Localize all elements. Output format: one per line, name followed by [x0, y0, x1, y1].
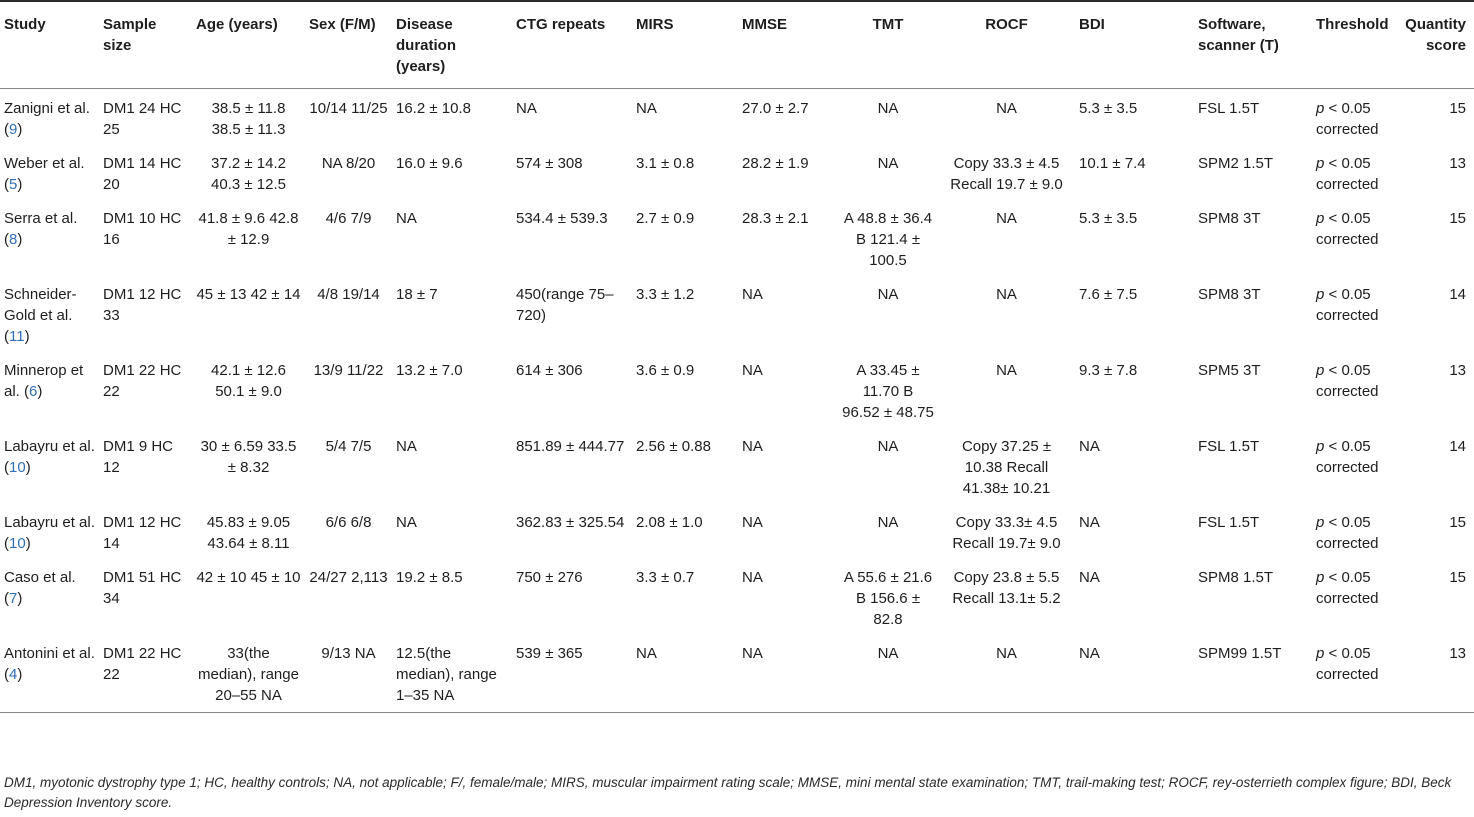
cell-quantity-score: 13 — [1449, 155, 1466, 172]
cell-disease-duration: 13.2 ± 7.0 — [396, 362, 463, 379]
p-value-symbol: p — [1316, 286, 1325, 303]
cell-software-scanner: SPM99 1.5T — [1198, 645, 1282, 662]
cell-threshold — [1312, 353, 1400, 429]
cell-software-scanner: SPM2 1.5T — [1198, 155, 1274, 172]
cell-tmt: NA — [877, 100, 899, 117]
cell-sex: 4/6 7/9 — [325, 210, 372, 227]
cell-sample-size: DM1 24 HC 25 — [103, 100, 182, 138]
cell-mirs: 2.08 ± 1.0 — [636, 514, 703, 531]
cell-study: Zanigni et al. (9) — [4, 100, 90, 138]
header-ctg-repeats: CTG repeats — [516, 16, 606, 33]
table-footnote: DM1, myotonic dystrophy type 1; HC, healthy controls; NA, not applicable; F/, female/male; MIRS, muscular impairment rating scale; MMSE, mini mental state examination; TMT, trail-making test; ROCF, rey-osterrieth complex figure; BDI, Beck Depression Inventory score. — [4, 775, 1452, 810]
cell-disease-duration: NA — [396, 438, 417, 455]
cell-bdi: 5.3 ± 3.5 — [1079, 210, 1138, 227]
cell-mmse: NA — [742, 362, 763, 379]
cell-ctg-repeats: 534.4 ± 539.3 — [516, 210, 608, 227]
citation-link[interactable]: 6 — [29, 383, 38, 400]
cell-sample-size: DM1 10 HC 16 — [103, 210, 182, 248]
cell-software-scanner: FSL 1.5T — [1198, 100, 1260, 117]
cell-study: Labayru et al. (10) — [4, 514, 95, 552]
cell-age: 42.1 ± 12.6 50.1 ± 9.0 — [211, 362, 286, 400]
citation-link[interactable]: 4 — [9, 666, 18, 683]
table-row — [0, 429, 1474, 505]
cell-mirs: NA — [636, 100, 657, 117]
cell-mirs: NA — [636, 645, 657, 662]
p-value-symbol: p — [1316, 155, 1325, 172]
cell-sample-size: DM1 12 HC 33 — [103, 286, 182, 324]
cell-mirs: 2.56 ± 0.88 — [636, 438, 711, 455]
table-row — [0, 636, 1474, 713]
cell-mirs: 2.7 ± 0.9 — [636, 210, 695, 227]
threshold-value: < 0.05 corrected — [1316, 210, 1379, 248]
cell-disease-duration: NA — [396, 210, 417, 227]
cell-threshold — [1312, 146, 1400, 201]
cell-software-scanner: FSL 1.5T — [1198, 514, 1260, 531]
threshold-value: < 0.05 corrected — [1316, 569, 1379, 607]
cell-mmse: NA — [742, 438, 763, 455]
p-value-symbol: p — [1316, 645, 1325, 662]
cell-software-scanner: SPM5 3T — [1198, 362, 1261, 379]
cell-software-scanner: SPM8 3T — [1198, 286, 1261, 303]
threshold-value: < 0.05 corrected — [1316, 438, 1379, 476]
cell-study: Caso et al. (7) — [4, 569, 76, 607]
table-body — [0, 89, 1474, 713]
cell-age: 37.2 ± 14.2 40.3 ± 12.5 — [211, 155, 286, 193]
cell-sex: 24/27 2,113 — [309, 569, 388, 586]
header-disease-duration: Disease duration (years) — [396, 16, 456, 75]
cell-sample-size: DM1 22 HC 22 — [103, 645, 182, 683]
cell-sample-size: DM1 9 HC 12 — [103, 438, 174, 476]
cell-tmt: A 55.6 ± 21.6 B 156.6 ± 82.8 — [843, 569, 933, 628]
header-row — [0, 1, 1474, 89]
cell-quantity-score: 15 — [1449, 100, 1466, 117]
cell-study: Antonini et al. (4) — [4, 645, 95, 683]
study-name: Schneider-Gold et al. ( — [4, 286, 77, 345]
study-name: Labayru et al. ( — [4, 514, 95, 552]
cell-disease-duration: 16.2 ± 10.8 — [396, 100, 471, 117]
citation-link[interactable]: 8 — [9, 231, 18, 248]
cell-sex: 13/9 11/22 — [313, 362, 384, 379]
cell-study: Schneider-Gold et al. (11) — [4, 286, 77, 345]
cell-sex: 6/6 6/8 — [325, 514, 372, 531]
cell-sample-size: DM1 51 HC 34 — [103, 569, 182, 607]
cell-software-scanner: SPM8 1.5T — [1198, 569, 1274, 586]
citation-link[interactable]: 10 — [9, 459, 26, 476]
cell-rocf: Copy 23.8 ± 5.5 Recall 13.1± 5.2 — [952, 569, 1061, 607]
threshold-value: < 0.05 corrected — [1316, 362, 1379, 400]
cell-quantity-score: 15 — [1449, 514, 1466, 531]
cell-sample-size: DM1 12 HC 14 — [103, 514, 182, 552]
threshold-value: < 0.05 corrected — [1316, 514, 1379, 552]
citation-link[interactable]: 7 — [9, 590, 18, 607]
cell-mmse: NA — [742, 286, 763, 303]
cell-tmt: A 48.8 ± 36.4 B 121.4 ± 100.5 — [843, 210, 933, 269]
header-rocf: ROCF — [985, 16, 1028, 33]
cell-sex: 10/14 11/25 — [309, 100, 388, 117]
cell-threshold — [1312, 277, 1400, 353]
cell-tmt: NA — [877, 438, 899, 455]
cell-sex: 4/8 19/14 — [317, 286, 380, 303]
header-tmt: TMT — [872, 16, 904, 33]
cell-quantity-score: 14 — [1449, 286, 1466, 303]
cell-age: 38.5 ± 11.8 38.5 ± 11.3 — [211, 100, 286, 138]
p-value-symbol: p — [1316, 438, 1325, 455]
p-value-symbol: p — [1316, 210, 1325, 227]
cell-sex: NA 8/20 — [321, 155, 376, 172]
cell-bdi: NA — [1079, 514, 1100, 531]
cell-age: 45 ± 13 42 ± 14 — [196, 286, 301, 303]
cell-study: Weber et al. (5) — [4, 155, 85, 193]
study-name: Serra et al. ( — [4, 210, 78, 248]
cell-mmse: NA — [742, 569, 763, 586]
study-name: Labayru et al. ( — [4, 438, 95, 476]
cell-bdi: 9.3 ± 7.8 — [1079, 362, 1138, 379]
cell-software-scanner: FSL 1.5T — [1198, 438, 1260, 455]
header-mmse: MMSE — [742, 16, 787, 33]
cell-quantity-score: 14 — [1449, 438, 1466, 455]
cell-threshold — [1312, 429, 1400, 505]
cell-disease-duration: NA — [396, 514, 417, 531]
cell-rocf: NA — [996, 645, 1017, 662]
study-name: Minnerop et al. ( — [4, 362, 84, 400]
cell-ctg-repeats: NA — [516, 100, 537, 117]
cell-sex: 5/4 7/5 — [325, 438, 372, 455]
study-name: Zanigni et al. ( — [4, 100, 90, 138]
cell-mirs: 3.6 ± 0.9 — [636, 362, 695, 379]
cell-mmse: 27.0 ± 2.7 — [742, 100, 809, 117]
cell-study: Serra et al. (8) — [4, 210, 78, 248]
cell-bdi: NA — [1079, 438, 1100, 455]
cell-ctg-repeats: 450(range 75–720) — [516, 286, 614, 324]
cell-mmse: 28.2 ± 1.9 — [742, 155, 809, 172]
cell-sample-size: DM1 14 HC 20 — [103, 155, 182, 193]
cell-rocf: NA — [996, 286, 1017, 303]
cell-quantity-score: 13 — [1449, 645, 1466, 662]
header-bdi: BDI — [1079, 16, 1105, 33]
header-quantity-score: Quantity score — [1405, 16, 1466, 54]
header-study: Study — [4, 16, 46, 33]
header-software-scanner: Software, scanner (T) — [1198, 16, 1279, 54]
cell-bdi: NA — [1079, 645, 1100, 662]
header-sex: Sex (F/M) — [309, 16, 376, 33]
cell-threshold — [1312, 505, 1400, 560]
cell-disease-duration: 19.2 ± 8.5 — [396, 569, 463, 586]
table-row — [0, 201, 1474, 277]
cell-tmt: NA — [877, 514, 899, 531]
table-row — [0, 89, 1474, 147]
cell-ctg-repeats: 851.89 ± 444.77 — [516, 438, 625, 455]
cell-age: 45.83 ± 9.05 43.64 ± 8.11 — [206, 514, 291, 552]
cell-mmse: NA — [742, 645, 763, 662]
cell-quantity-score: 13 — [1449, 362, 1466, 379]
p-value-symbol: p — [1316, 514, 1325, 531]
cell-bdi: NA — [1079, 569, 1100, 586]
cell-quantity-score: 15 — [1449, 210, 1466, 227]
table-row — [0, 146, 1474, 201]
cell-rocf: NA — [996, 362, 1017, 379]
cell-mirs: 3.3 ± 1.2 — [636, 286, 695, 303]
study-name: Caso et al. ( — [4, 569, 76, 607]
study-name: Weber et al. ( — [4, 155, 85, 193]
cell-rocf: NA — [996, 210, 1017, 227]
cell-rocf: Copy 37.25 ± 10.38 Recall 41.38± 10.21 — [961, 438, 1052, 497]
cell-software-scanner: SPM8 3T — [1198, 210, 1261, 227]
header-age: Age (years) — [196, 16, 278, 33]
cell-ctg-repeats: 574 ± 308 — [516, 155, 583, 172]
study-name: Antonini et al. ( — [4, 645, 95, 683]
p-value-symbol: p — [1316, 362, 1325, 379]
cell-threshold — [1312, 636, 1400, 713]
cell-mmse: 28.3 ± 2.1 — [742, 210, 809, 227]
cell-sex: 9/13 NA — [321, 645, 376, 662]
cell-bdi: 5.3 ± 3.5 — [1079, 100, 1138, 117]
cell-threshold — [1312, 201, 1400, 277]
cell-ctg-repeats: 362.83 ± 325.54 — [516, 514, 625, 531]
threshold-value: < 0.05 corrected — [1316, 286, 1379, 324]
cell-ctg-repeats: 539 ± 365 — [516, 645, 583, 662]
citation-link[interactable]: 10 — [9, 535, 26, 552]
threshold-value: < 0.05 corrected — [1316, 645, 1379, 683]
cell-rocf: Copy 33.3 ± 4.5 Recall 19.7 ± 9.0 — [950, 155, 1063, 193]
cell-mmse: NA — [742, 514, 763, 531]
table-row — [0, 353, 1474, 429]
cell-sample-size: DM1 22 HC 22 — [103, 362, 182, 400]
cell-threshold — [1312, 89, 1400, 147]
cell-disease-duration: 16.0 ± 9.6 — [396, 155, 463, 172]
cell-age: 33(the median), range 20–55 NA — [198, 645, 299, 704]
cell-tmt: NA — [877, 645, 899, 662]
p-value-symbol: p — [1316, 100, 1325, 117]
header-sample-size: Sample size — [103, 16, 157, 54]
table-row — [0, 505, 1474, 560]
threshold-value: < 0.05 corrected — [1316, 155, 1379, 193]
cell-mirs: 3.1 ± 0.8 — [636, 155, 695, 172]
cell-disease-duration: 12.5(the median), range 1–35 NA — [396, 645, 497, 704]
cell-rocf: NA — [996, 100, 1017, 117]
cell-age: 30 ± 6.59 33.5 ± 8.32 — [200, 438, 297, 476]
threshold-value: < 0.05 corrected — [1316, 100, 1379, 138]
cell-disease-duration: 18 ± 7 — [396, 286, 438, 303]
cell-age: 42 ± 10 45 ± 10 — [196, 569, 301, 586]
cell-ctg-repeats: 750 ± 276 — [516, 569, 583, 586]
cell-mirs: 3.3 ± 0.7 — [636, 569, 695, 586]
cell-study: Minnerop et al. (6) — [4, 362, 84, 400]
cell-bdi: 7.6 ± 7.5 — [1079, 286, 1138, 303]
cell-tmt: A 33.45 ± 11.70 B 96.52 ± 48.75 — [842, 362, 934, 421]
cell-ctg-repeats: 614 ± 306 — [516, 362, 583, 379]
table-row — [0, 277, 1474, 353]
header-mirs: MIRS — [636, 16, 674, 33]
cell-study: Labayru et al. (10) — [4, 438, 95, 476]
cell-tmt: NA — [877, 286, 899, 303]
cell-age: 41.8 ± 9.6 42.8 ± 12.9 — [198, 210, 299, 248]
cell-quantity-score: 15 — [1449, 569, 1466, 586]
cell-threshold — [1312, 560, 1400, 636]
table-row — [0, 560, 1474, 636]
cell-bdi: 10.1 ± 7.4 — [1079, 155, 1146, 172]
citation-link[interactable]: 5 — [9, 176, 18, 193]
citation-link[interactable]: 11 — [9, 328, 25, 345]
cell-tmt: NA — [877, 155, 899, 172]
p-value-symbol: p — [1316, 569, 1325, 586]
citation-link[interactable]: 9 — [9, 121, 18, 138]
header-threshold: Threshold — [1316, 16, 1389, 33]
cell-rocf: Copy 33.3± 4.5 Recall 19.7± 9.0 — [952, 514, 1061, 552]
